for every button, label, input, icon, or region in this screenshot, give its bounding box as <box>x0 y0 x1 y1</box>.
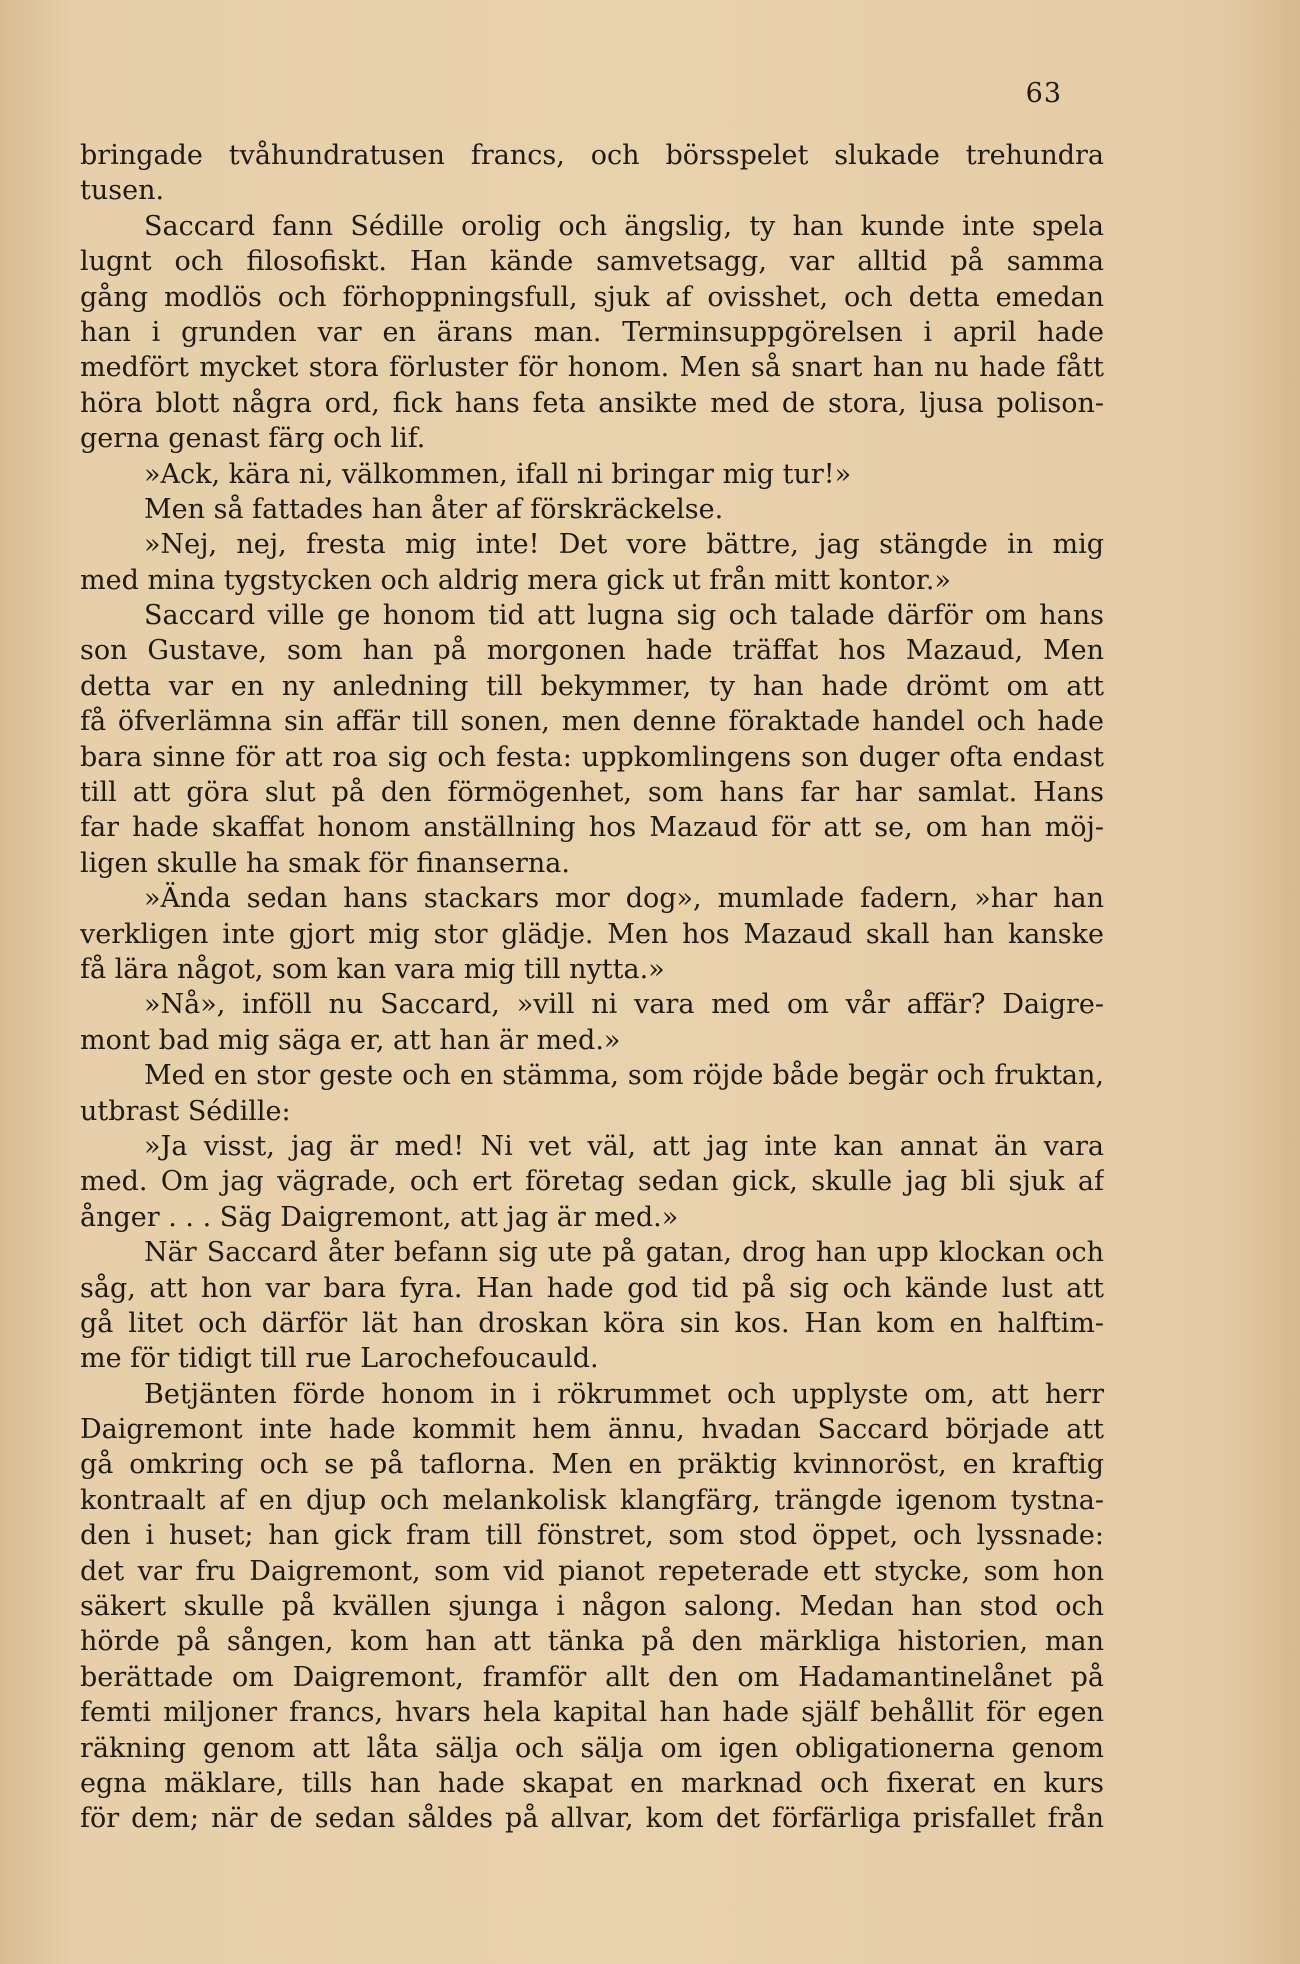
text-line: »Ja visst, jag är med! Ni vet väl, att jag inte kan annat än vara <box>144 1130 1104 1162</box>
text-line: gå omkring och se på taflorna. Men en präktig kvinnoröst, en kraftig <box>80 1449 1104 1481</box>
text-line: han i grunden var en ärans man. Terminsuppgörelsen i april hade <box>80 316 1104 348</box>
text-line: det var fru Daigremont, som vid pianot repeterade ett stycke, som hon <box>80 1555 1104 1587</box>
text-line: gå litet och därför lät han droskan köra sin kos. Han kom en halftim- <box>80 1307 1104 1339</box>
text-line: mont bad mig säga er, att han är med.» <box>80 1024 621 1056</box>
text-line: säkert skulle på kvällen sjunga i någon salong. Medan han stod och <box>80 1591 1104 1623</box>
text-line: få öfverlämna sin affär till sonen, men denne föraktade handel och hade <box>80 706 1104 738</box>
text-line: »Nå», inföll nu Saccard, »vill ni vara med om vår affär? Daigre- <box>144 989 1104 1021</box>
text-line: Med en stor geste och en stämma, som röjde både begär och fruktan, <box>144 1060 1104 1092</box>
text-line: När Saccard åter befann sig ute på gatan, drog han upp klockan och <box>144 1237 1104 1269</box>
text-line: »Ack, kära ni, välkommen, ifall ni bringar mig tur!» <box>144 458 852 490</box>
text-line: berättade om Daigremont, framför allt den om Hadamantinelånet på <box>80 1661 1104 1693</box>
text-line: Betjänten förde honom in i rökrummet och upplyste om, att herr <box>144 1378 1104 1410</box>
text-line: kontraalt af en djup och melankolisk klangfärg, trängde igenom tystna- <box>80 1484 1104 1516</box>
text-line: egna mäklare, tills han hade skapat en marknad och fixerat en kurs <box>80 1767 1104 1799</box>
text-line: far hade skaffat honom anställning hos Mazaud för att se, om han möj- <box>80 812 1104 844</box>
text-line: höra blott några ord, fick hans feta ansikte med de stora, ljusa polison- <box>80 387 1104 419</box>
text-line: räkning genom att låta sälja och sälja om igen obligationerna genom <box>80 1732 1104 1764</box>
text-line: me för tidigt till rue Larochefoucauld. <box>80 1343 599 1375</box>
text-line: femti miljoner francs, hvars hela kapital han hade själf behållit för egen <box>80 1697 1104 1729</box>
page-number: 63 <box>1025 78 1062 109</box>
text-line: hörde på sången, kom han att tänka på den märkliga historien, man <box>80 1626 1104 1658</box>
text-line: såg, att hon var bara fyra. Han hade god tid på sig och kände lust att <box>80 1272 1104 1304</box>
text-line: ånger . . . Säg Daigremont, att jag är med.» <box>80 1201 679 1233</box>
text-line: Men så fattades han åter af förskräckelse. <box>144 493 724 525</box>
text-line: Daigremont inte hade kommit hem ännu, hvadan Saccard började att <box>80 1414 1104 1446</box>
text-line: lugnt och filosofiskt. Han kände samvetsagg, var alltid på samma <box>80 246 1104 278</box>
text-line: gång modlös och förhoppningsfull, sjuk af ovisshet, och detta emedan <box>80 281 1104 313</box>
text-line: med. Om jag vägrade, och ert företag sedan gick, skulle jag bli sjuk af <box>80 1166 1104 1198</box>
text-line: utbrast Sédille: <box>80 1095 291 1127</box>
text-line: »Ända sedan hans stackars mor dog», mumlade fadern, »har han <box>144 883 1104 915</box>
text-line: »Nej, nej, fresta mig inte! Det vore bättre, jag stängde in mig <box>144 529 1104 561</box>
text-line: tusen. <box>80 175 165 207</box>
text-line: få lära något, som kan vara mig till nytta.» <box>80 953 665 985</box>
text-line: detta var en ny anledning till bekymmer, ty han hade drömt om att <box>80 670 1104 702</box>
text-line: son Gustave, som han på morgonen hade träffat hos Mazaud, Men <box>80 635 1104 667</box>
text-line: till att göra slut på den förmögenhet, som hans far har samlat. Hans <box>80 777 1104 809</box>
text-line: verkligen inte gjort mig stor glädje. Men hos Mazaud skall han kanske <box>80 918 1104 950</box>
text-line: medfört mycket stora förluster för honom. Men så snart han nu hade fått <box>80 352 1104 384</box>
text-line: ligen skulle ha smak för finanserna. <box>80 847 570 879</box>
text-line: för dem; när de sedan såldes på allvar, kom det förfärliga prisfallet från <box>80 1803 1104 1835</box>
text-line: den i huset; han gick fram till fönstret, som stod öppet, och lyssnade: <box>80 1520 1104 1552</box>
text-line: bringade tvåhundratusen francs, och börsspelet slukade trehundra <box>80 140 1104 171</box>
text-line: Saccard fann Sédille orolig och ängslig, ty han kunde inte spela <box>144 210 1104 242</box>
text-line: bara sinne för att roa sig och festa: uppkomlingens son duger ofta endast <box>80 741 1104 773</box>
text-line: med mina tygstycken och aldrig mera gick ut från mitt kontor.» <box>80 564 951 596</box>
text-line: Saccard ville ge honom tid att lugna sig och talade därför om hans <box>144 600 1104 632</box>
text-line: gerna genast färg och lif. <box>80 423 426 455</box>
body-text <box>80 138 1104 1837</box>
